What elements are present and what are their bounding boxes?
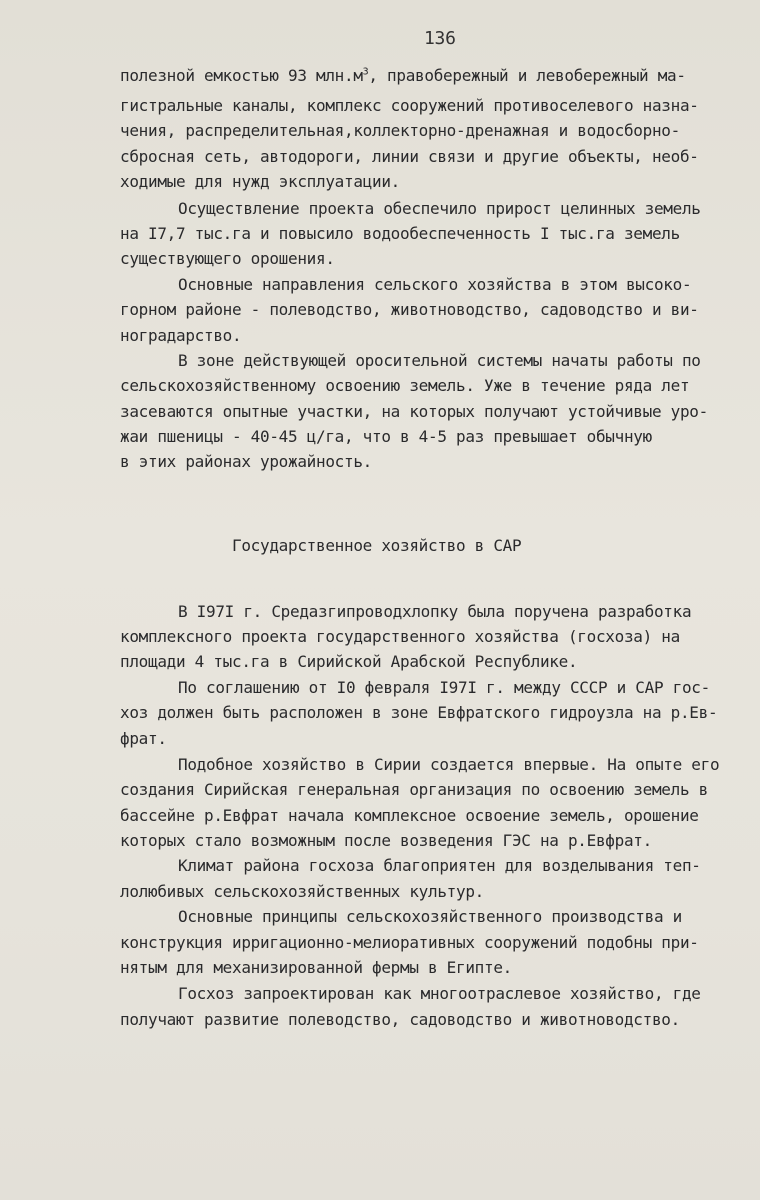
paragraph-start: В I97I г. Средазгипроводхлопку была поручена разработка: [178, 602, 692, 621]
paragraph-start: По соглашению от I0 февраля I97I г. между СССР и САР гос-: [178, 678, 710, 697]
text-line: жаи пшеницы - 40-45 ц/га, что в 4-5 раз превышает обычную: [120, 427, 652, 446]
text-line: чения, распределительная,коллекторно-дренажная и водосборно-: [120, 121, 680, 140]
text-line: конструкция ирригационно-мелиоративных сооружений подобны при-: [120, 933, 699, 952]
paragraph-start: В зоне действующей оросительной системы начаты работы по: [178, 351, 701, 370]
text-line: полезной емкостью 93 $млн.м^3$, правобережный и левобережный ма-: [120, 66, 686, 85]
superscript: 3: [362, 66, 369, 78]
text-line: сбросная сеть, автодороги, линии связи и другие объекты, необ-: [120, 147, 699, 166]
paragraph-start: Госхоз запроектирован как многоотраслевое хозяйство, где: [178, 984, 701, 1003]
section-heading: Государственное хозяйство в САР: [232, 536, 522, 555]
paragraph-start: Основные принципы сельскохозяйственного производства и: [178, 907, 682, 926]
text-line: ноградарство.: [120, 326, 242, 345]
text-line: нятым для механизированной фермы в Египте.: [120, 958, 512, 977]
text-line: гистральные каналы, комплекс сооружений противоселевого назна-: [120, 96, 699, 115]
text-line: которых стало возможным после возведения ГЭС на р.Евфрат.: [120, 831, 652, 850]
text-line: получают развитие полеводство, садоводство и животноводство.: [120, 1010, 680, 1029]
text-line: ходимые для нужд эксплуатации.: [120, 172, 400, 191]
text-line: на I7,7 тыс.га и повысило водообеспеченность I тыс.га земель: [120, 224, 680, 243]
text-line: горном районе - полеводство, животноводство, садоводство и ви-: [120, 300, 699, 319]
text-line: сельскохозяйственному освоению земель. Уже в течение ряда лет: [120, 376, 690, 395]
text-line: засеваются опытные участки, на которых получают устойчивые уро-: [120, 402, 708, 421]
text-line: комплексного проекта государственного хозяйства (госхоза) на: [120, 627, 680, 646]
text-line: фрат.: [120, 729, 167, 748]
text-line: существующего орошения.: [120, 249, 335, 268]
paragraph-start: Климат района госхоза благоприятен для возделывания теп-: [178, 856, 701, 875]
text-line: площади 4 тыс.га в Сирийской Арабской Республике.: [120, 652, 578, 671]
text-line: лолюбивых сельскохозяйственных культур.: [120, 882, 484, 901]
text-line: создания Сирийская генеральная организация по освоению земель в: [120, 780, 708, 799]
paragraph-start: Осуществление проекта обеспечило прирост целинных земель: [178, 199, 701, 218]
paragraph-start: Основные направления сельского хозяйства в этом высоко-: [178, 275, 692, 294]
text-line: хоз должен быть расположен в зоне Евфратского гидроузла на р.Ев-: [120, 703, 718, 722]
text-line: бассейне р.Евфрат начала комплексное освоение земель, орошение: [120, 806, 699, 825]
text-line: в этих районах урожайность.: [120, 452, 372, 471]
paragraph-start: Подобное хозяйство в Сирии создается впервые. На опыте его: [178, 755, 720, 774]
page-number: 136: [424, 28, 456, 49]
